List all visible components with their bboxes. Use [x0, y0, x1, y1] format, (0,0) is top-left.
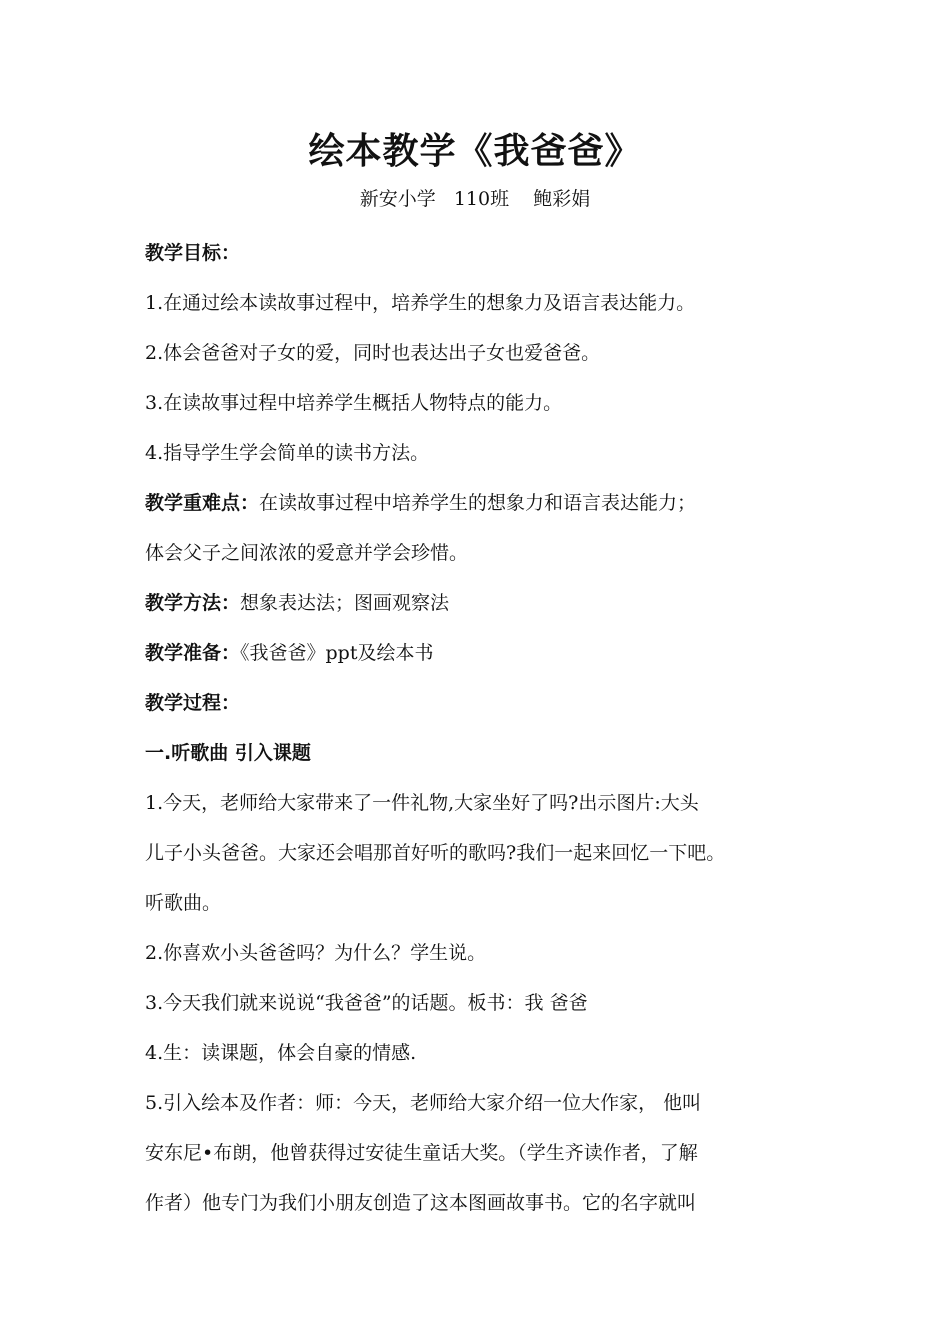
- goals-heading: 教学目标：: [145, 242, 241, 264]
- document-body: [145, 228, 825, 1228]
- process-line: 2.你喜欢小头爸爸吗？为什么？学生说。: [145, 942, 487, 964]
- goal-item: 2.体会爸爸对子女的爱，同时也表达出子女也爱爸爸。: [145, 342, 601, 364]
- prep-text: 《我爸爸》ppt及绘本书: [240, 642, 434, 664]
- prep-line: [145, 628, 825, 678]
- section-heading: 一.听歌曲 引入课题: [145, 742, 311, 764]
- process-line: 儿子小头爸爸。大家还会唱那首好听的歌吗?我们一起来回忆一下吧。: [145, 842, 726, 864]
- goal-item: 4.指导学生学会简单的读书方法。: [145, 442, 430, 464]
- goal-item: 1.在通过绘本读故事过程中，培养学生的想象力及语言表达能力。: [145, 292, 696, 314]
- goal-item: 3.在读故事过程中培养学生概括人物特点的能力。: [145, 392, 563, 414]
- key-points-line: [145, 478, 825, 528]
- process-line: 1.今天，老师给大家带来了一件礼物,大家坐好了吗?出示图片:大头: [145, 792, 699, 814]
- key-points-continuation: 体会父子之间浓浓的爱意并学会珍惜。: [145, 542, 469, 564]
- key-points-text: 在读故事过程中培养学生的想象力和语言表达能力；: [259, 492, 697, 514]
- document-subtitle: 新安小学 110班 鲍彩娟: [359, 188, 591, 210]
- process-heading: 教学过程：: [145, 692, 241, 714]
- method-label: 教学方法：: [145, 592, 241, 614]
- process-line: 3.今天我们就来说说“我爸爸”的话题。板书：我 爸爸: [145, 992, 588, 1014]
- process-line: 作者）他专门为我们小朋友创造了这本图画故事书。它的名字就叫: [145, 1192, 697, 1214]
- method-text: 想象表达法；图画观察法: [240, 592, 450, 614]
- prep-label: 教学准备：: [145, 642, 241, 664]
- key-points-label: 教学重难点：: [145, 492, 260, 514]
- document-title: 绘本教学《我爸爸》: [308, 131, 642, 172]
- process-line: 听歌曲。: [145, 892, 222, 914]
- process-line: 安东尼•布朗，他曾获得过安徒生童话大奖。（学生齐读作者，了解: [145, 1142, 698, 1164]
- method-line: [145, 578, 825, 628]
- process-line: 4.生：读课题，体会自豪的情感.: [145, 1042, 417, 1064]
- process-line: 5.引入绘本及作者：师：今天，老师给大家介绍一位大作家， 他叫: [145, 1092, 702, 1114]
